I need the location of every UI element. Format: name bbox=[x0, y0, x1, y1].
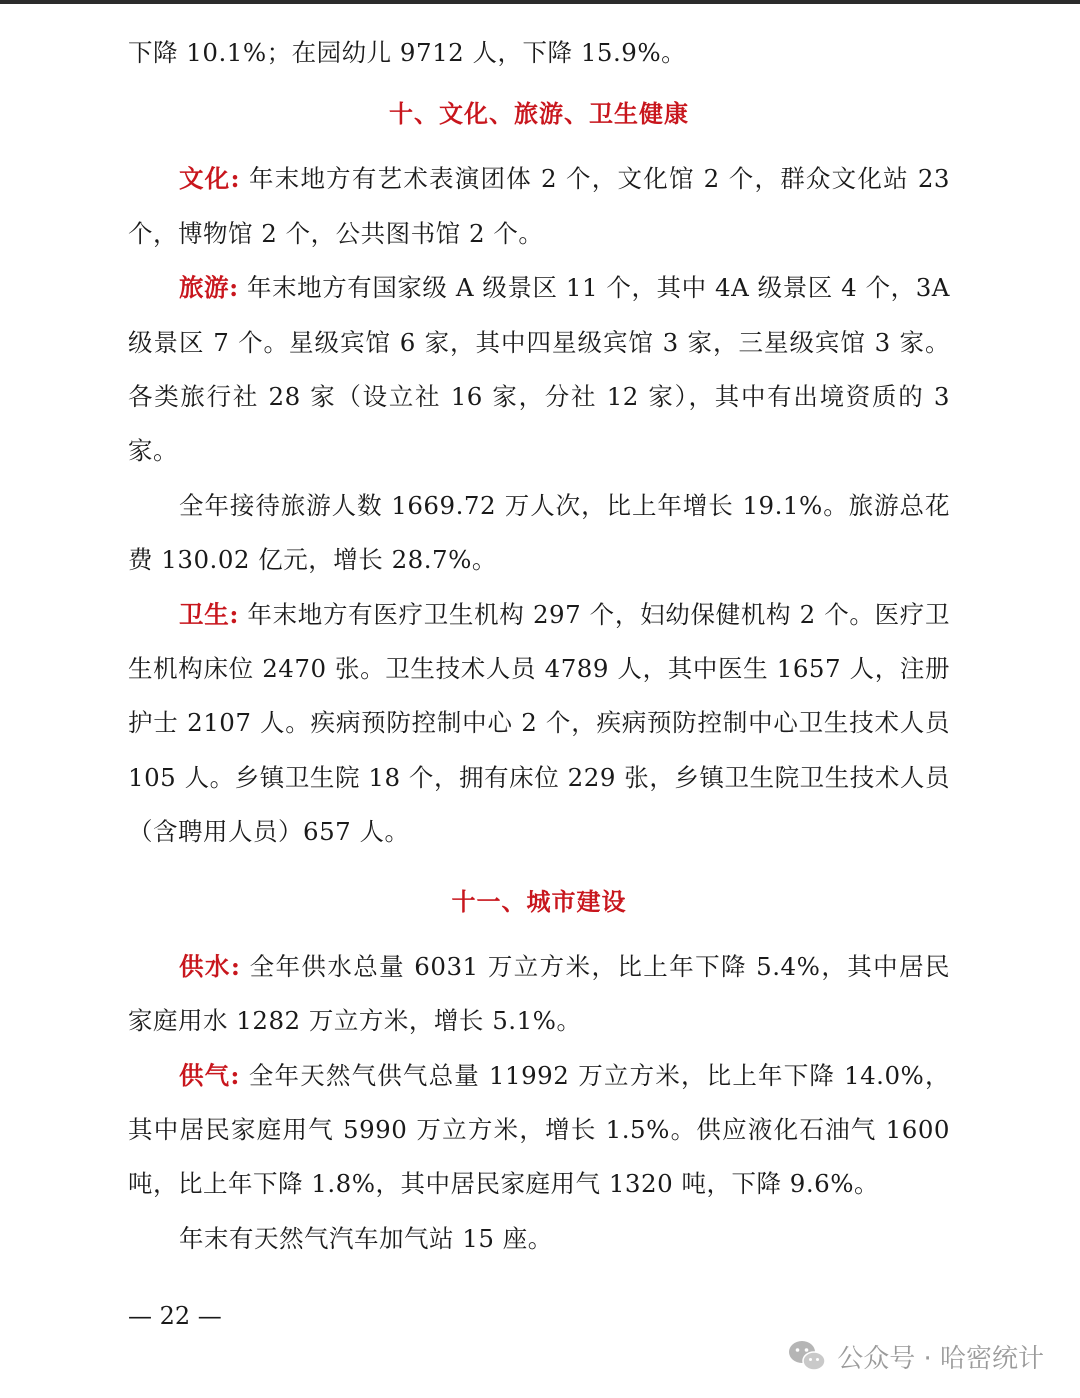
page-number: — 22 — bbox=[128, 1302, 222, 1330]
lead-water-supply: 供水: bbox=[179, 951, 241, 981]
paragraph-education-end: 下降 10.1%；在园幼儿 9712 人，下降 15.9%。 bbox=[128, 38, 687, 67]
text-health: 年末地方有医疗卫生机构 297 个，妇幼保健机构 2 个。医疗卫生机构床位 2470 张。卫生技术人员 4789 人，其中医生 1657 人，注册护士 2107 人。疾病预防控制中心 2 个，疾病预防控制中心卫生技术人员 105 人。乡镇卫生院 18 个，拥有床位 229 张，乡镇卫生院卫生技术人员（含聘用人员）657 人。 bbox=[128, 599, 950, 847]
lead-health: 卫生: bbox=[179, 599, 239, 629]
paragraph-gas-stations: 年末有天然气汽车加气站 15 座。 bbox=[179, 1223, 553, 1253]
watermark-label: 公众号 · 哈密统计 bbox=[837, 1343, 1044, 1374]
paragraph-gas-supply bbox=[128, 1049, 950, 1212]
section-heading-urban-construction: 十一、城市建设 bbox=[451, 887, 627, 916]
text-tourism: 年末地方有国家级 A 级景区 11 个，其中 4A 级景区 4 个，3A 级景区 7 个。星级宾馆 6 家，其中四星级宾馆 3 家，三星级宾馆 3 家。各类旅行社 28 家（设立社 16 家，分社 12 家），其中有出境资质的 3 家。 bbox=[128, 273, 951, 466]
top-border bbox=[0, 0, 1080, 4]
lead-gas-supply: 供气: bbox=[179, 1060, 240, 1090]
section-heading-culture-tourism-health: 十、文化、旅游、卫生健康 bbox=[389, 100, 689, 129]
document-page bbox=[128, 26, 950, 1266]
wechat-icon bbox=[787, 1339, 827, 1373]
lead-culture: 文化: bbox=[179, 164, 240, 194]
text-culture: 年末地方有艺术表演团体 2 个，文化馆 2 个，群众文化站 23 个，博物馆 2 个，公共图书馆 2 个。 bbox=[128, 164, 951, 248]
text-water-supply: 全年供水总量 6031 万立方米，比上年下降 5.4%，其中居民家庭用水 1282 万立方米，增长 5.1%。 bbox=[128, 951, 950, 1036]
paragraph-water-supply bbox=[128, 940, 950, 1049]
paragraph-health bbox=[128, 588, 950, 860]
paragraph-culture bbox=[128, 152, 950, 261]
lead-tourism: 旅游: bbox=[179, 273, 239, 303]
paragraph-tourism-visitors: 全年接待旅游人数 1669.72 万人次，比上年增长 19.1%。旅游总花费 130.02 亿元，增长 28.7%。 bbox=[128, 490, 950, 575]
text-gas-supply: 全年天然气供气总量 11992 万立方米，比上年下降 14.0%，其中居民家庭用气 5990 万立方米，增长 1.5%。供应液化石油气 1600 吨，比上年下降 1.8%，其中居民家庭用气 1320 吨，下降 9.6%。 bbox=[128, 1060, 951, 1199]
watermark bbox=[787, 1336, 1044, 1376]
paragraph-tourism bbox=[128, 261, 950, 479]
